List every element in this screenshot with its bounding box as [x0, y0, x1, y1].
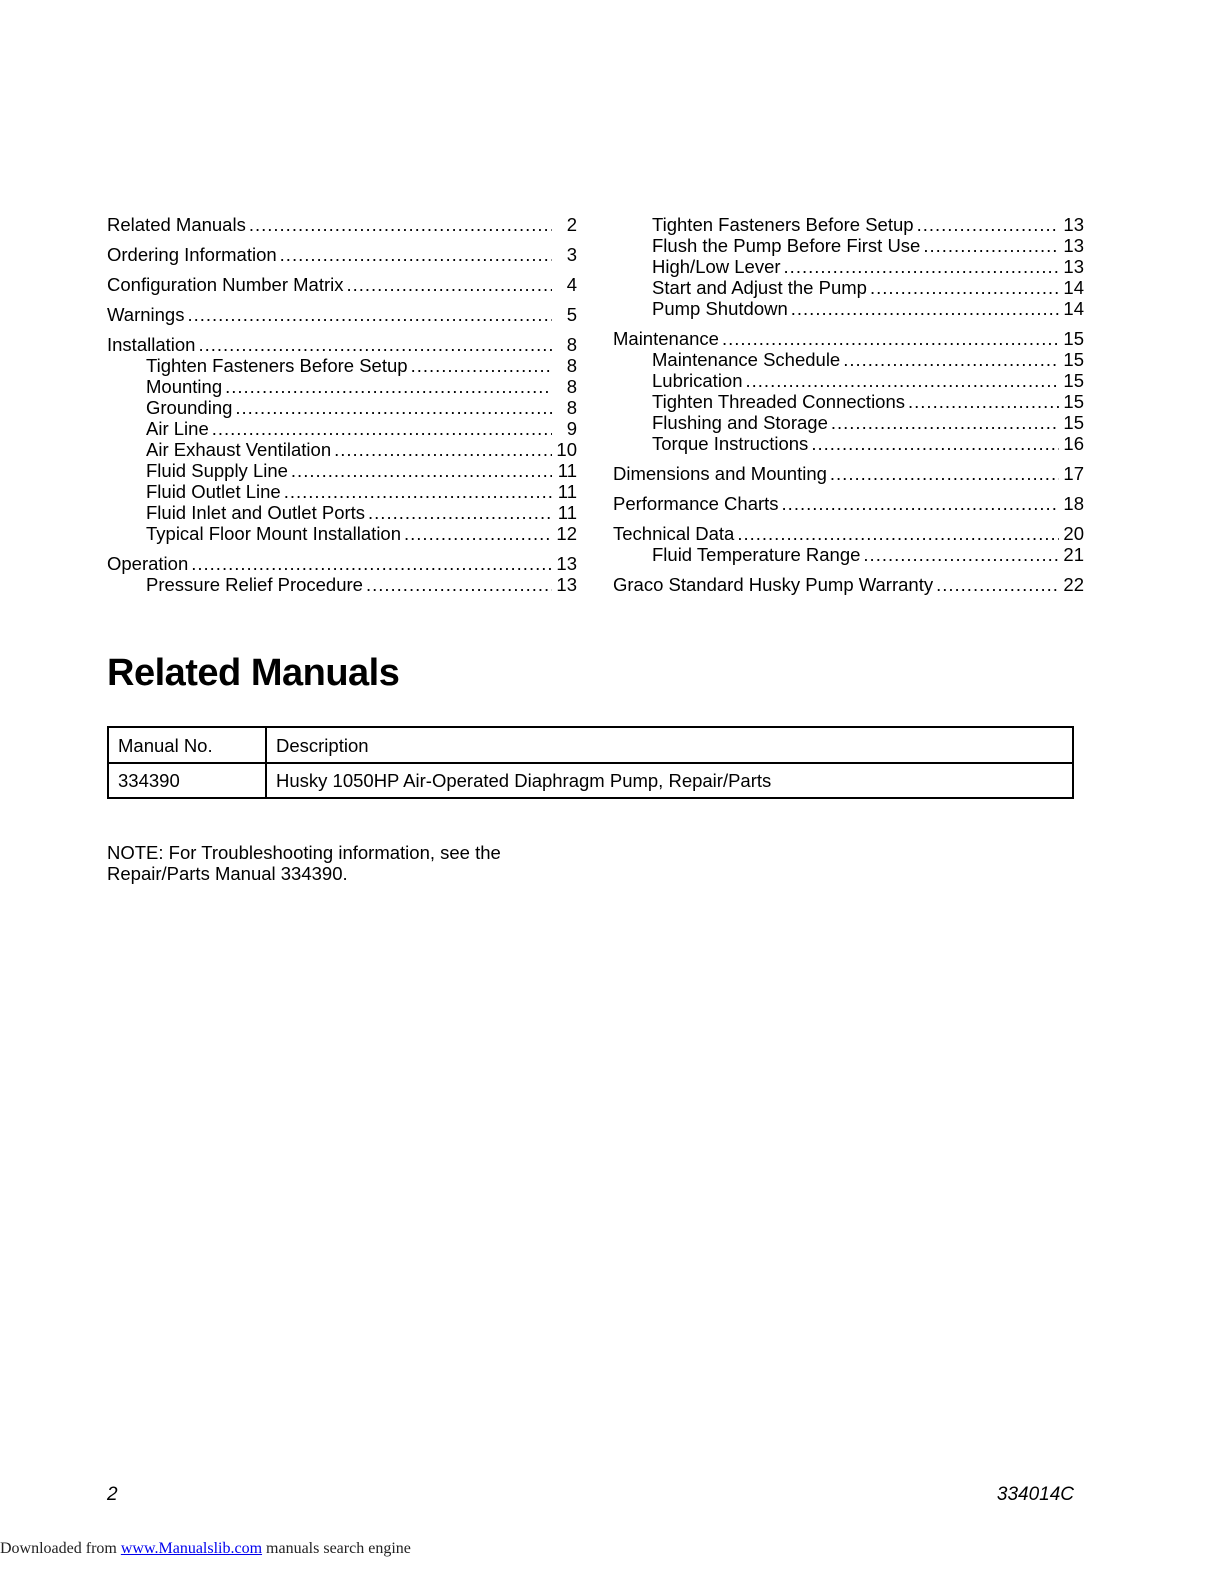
- toc-entry-page: 11: [557, 460, 577, 481]
- toc-dot-leader: [291, 460, 552, 481]
- toc-entry-label: Lubrication: [652, 370, 743, 391]
- toc-entry-page: 11: [557, 502, 577, 523]
- toc-dot-leader: [404, 523, 552, 544]
- toc-entry-page: 12: [556, 523, 577, 544]
- toc-entry[interactable]: [107, 502, 577, 523]
- toc-entry[interactable]: [613, 412, 1084, 433]
- toc-dot-leader: [830, 463, 1059, 484]
- toc-entry[interactable]: [613, 277, 1084, 298]
- toc-entry-label: Flushing and Storage: [652, 412, 828, 433]
- toc-entry-label: Grounding: [146, 397, 233, 418]
- toc-entry-label: Fluid Outlet Line: [146, 481, 281, 502]
- toc-entry-label: Fluid Temperature Range: [652, 544, 861, 565]
- toc-entry-page: 4: [566, 274, 577, 295]
- toc-entry-label: Typical Floor Mount Installation: [146, 523, 402, 544]
- toc-entry[interactable]: [107, 334, 577, 355]
- toc-entry-label: Related Manuals: [107, 214, 246, 235]
- manual-number-cell: 334390: [108, 763, 266, 798]
- toc-entry-page: 14: [1063, 298, 1084, 319]
- toc-dot-leader: [908, 391, 1059, 412]
- toc-dot-leader: [917, 214, 1059, 235]
- toc-entry-label: Pump Shutdown: [652, 298, 788, 319]
- toc-entry[interactable]: [107, 214, 577, 235]
- toc-dot-leader: [782, 493, 1059, 514]
- toc-entry[interactable]: [613, 463, 1084, 484]
- toc-entry-page: 13: [556, 574, 577, 595]
- toc-dot-leader: [212, 418, 552, 439]
- toc-entry[interactable]: [107, 274, 577, 295]
- toc-entry-page: 15: [1063, 349, 1084, 370]
- toc-entry-page: 13: [1063, 214, 1084, 235]
- toc-entry-page: 20: [1063, 523, 1084, 544]
- toc-right-column: [613, 214, 1084, 595]
- toc-entry[interactable]: [613, 298, 1084, 319]
- toc-entry-page: 8: [566, 376, 577, 397]
- toc-entry[interactable]: [613, 391, 1084, 412]
- toc-dot-leader: [737, 523, 1059, 544]
- toc-entry-page: 5: [566, 304, 577, 325]
- toc-entry-label: Ordering Information: [107, 244, 277, 265]
- toc-dot-leader: [746, 370, 1059, 391]
- toc-entry[interactable]: [613, 574, 1084, 595]
- toc-dot-leader: [280, 244, 552, 265]
- toc-entry[interactable]: [107, 376, 577, 397]
- toc-entry[interactable]: [613, 328, 1084, 349]
- toc-dot-leader: [791, 298, 1059, 319]
- footer-doc-number: 334014C: [996, 1484, 1074, 1505]
- toc-entry[interactable]: [613, 433, 1084, 454]
- toc-dot-leader: [225, 376, 552, 397]
- toc-entry-page: 10: [556, 439, 577, 460]
- toc-entry[interactable]: [107, 523, 577, 544]
- toc-entry-page: 18: [1063, 493, 1084, 514]
- toc-entry-label: Torque Instructions: [652, 433, 809, 454]
- toc-entry-label: Flush the Pump Before First Use: [652, 235, 921, 256]
- toc-entry-page: 13: [1063, 235, 1084, 256]
- toc-dot-leader: [722, 328, 1059, 349]
- toc-entry-label: Start and Adjust the Pump: [652, 277, 867, 298]
- toc-entry[interactable]: [107, 574, 577, 595]
- toc-entry[interactable]: [107, 481, 577, 502]
- toc-dot-leader: [870, 277, 1059, 298]
- toc-entry-label: Configuration Number Matrix: [107, 274, 344, 295]
- toc-entry-label: Tighten Fasteners Before Setup: [652, 214, 914, 235]
- toc-dot-leader: [187, 304, 552, 325]
- toc-entry-label: Fluid Supply Line: [146, 460, 288, 481]
- toc-entry-label: Maintenance Schedule: [652, 349, 841, 370]
- toc-entry-page: 8: [566, 355, 577, 376]
- toc-entry[interactable]: [613, 214, 1084, 235]
- toc-dot-leader: [411, 355, 552, 376]
- toc-entry[interactable]: [613, 493, 1084, 514]
- toc-entry[interactable]: [107, 439, 577, 460]
- toc-entry-page: 14: [1063, 277, 1084, 298]
- manual-description-cell: Husky 1050HP Air-Operated Diaphragm Pump, Repair/Parts: [266, 763, 1073, 798]
- manualslib-link[interactable]: www.Manualslib.com: [120, 1540, 263, 1557]
- toc-entry-page: 13: [556, 553, 577, 574]
- toc-entry[interactable]: [107, 460, 577, 481]
- toc-entry[interactable]: [613, 349, 1084, 370]
- toc-entry-page: 11: [557, 481, 577, 502]
- toc-entry[interactable]: [107, 355, 577, 376]
- toc-dot-leader: [784, 256, 1059, 277]
- toc-entry-page: 21: [1063, 544, 1084, 565]
- toc-dot-leader: [249, 214, 552, 235]
- toc-entry[interactable]: [613, 256, 1084, 277]
- toc-entry[interactable]: [107, 397, 577, 418]
- toc-entry-label: Mounting: [146, 376, 223, 397]
- toc-dot-leader: [198, 334, 552, 355]
- toc-entry-page: 8: [566, 334, 577, 355]
- toc-entry[interactable]: [107, 244, 577, 265]
- toc-entry[interactable]: [613, 544, 1084, 565]
- toc-entry-label: Graco Standard Husky Pump Warranty: [613, 574, 934, 595]
- toc-dot-leader: [346, 274, 552, 295]
- toc-dot-leader: [191, 553, 552, 574]
- toc-entry-page: 3: [566, 244, 577, 265]
- header-manual-no: Manual No.: [108, 727, 266, 763]
- toc-entry-label: Maintenance: [613, 328, 719, 349]
- toc-entry-page: 15: [1063, 370, 1084, 391]
- toc-entry-label: Tighten Fasteners Before Setup: [146, 355, 408, 376]
- toc-entry-page: 2: [566, 214, 577, 235]
- footer-page-number: 2: [107, 1484, 118, 1505]
- toc-entry-label: Fluid Inlet and Outlet Ports: [146, 502, 366, 523]
- toc-dot-leader: [831, 412, 1059, 433]
- toc-entry-page: 13: [1063, 256, 1084, 277]
- toc-entry-label: Technical Data: [613, 523, 735, 544]
- toc-entry[interactable]: [613, 523, 1084, 544]
- toc-entry-page: 15: [1063, 412, 1084, 433]
- toc-left-column: [107, 214, 577, 595]
- header-description: Description: [266, 727, 1073, 763]
- note-label: NOTE: [107, 842, 159, 863]
- toc-entry-page: 16: [1063, 433, 1084, 454]
- toc-entry-label: Operation: [107, 553, 189, 574]
- toc-entry-page: 9: [566, 418, 577, 439]
- toc-entry-label: Pressure Relief Procedure: [146, 574, 363, 595]
- toc-entry-page: 15: [1063, 391, 1084, 412]
- toc-dot-leader: [843, 349, 1059, 370]
- toc-entry-label: Air Exhaust Ventilation: [146, 439, 332, 460]
- toc-dot-leader: [863, 544, 1059, 565]
- toc-entry-label: Performance Charts: [613, 493, 779, 514]
- toc-dot-leader: [811, 433, 1059, 454]
- toc-dot-leader: [936, 574, 1059, 595]
- toc-entry[interactable]: [107, 553, 577, 574]
- toc-entry-page: 8: [566, 397, 577, 418]
- toc-entry-page: 15: [1063, 328, 1084, 349]
- toc-entry[interactable]: [107, 304, 577, 325]
- note-text: : For Troubleshooting information, see the Repair/Parts Manual 334390.: [107, 842, 501, 884]
- toc-entry-label: Dimensions and Mounting: [613, 463, 827, 484]
- toc-dot-leader: [368, 502, 552, 523]
- related-manuals-table: [107, 726, 1074, 799]
- download-suffix: manuals search engine: [262, 1540, 411, 1557]
- toc-dot-leader: [235, 397, 552, 418]
- toc-dot-leader: [334, 439, 552, 460]
- toc-dot-leader: [284, 481, 552, 502]
- toc-entry-page: 22: [1063, 574, 1084, 595]
- toc-entry-page: 17: [1063, 463, 1084, 484]
- toc-entry-label: Air Line: [146, 418, 209, 439]
- section-title: Related Manuals: [107, 652, 400, 694]
- toc-entry[interactable]: [613, 370, 1084, 391]
- toc-entry-label: Warnings: [107, 304, 185, 325]
- toc-dot-leader: [366, 574, 552, 595]
- toc-dot-leader: [923, 235, 1059, 256]
- download-prefix: Downloaded from: [0, 1540, 121, 1557]
- note-paragraph: [107, 842, 567, 884]
- table-header-row: [108, 727, 1073, 763]
- toc-entry-label: Tighten Threaded Connections: [652, 391, 906, 412]
- toc-entry-label: Installation: [107, 334, 196, 355]
- toc-entry[interactable]: [613, 235, 1084, 256]
- download-source-bar: [0, 1540, 411, 1558]
- toc-entry-label: High/Low Lever: [652, 256, 781, 277]
- toc-entry[interactable]: [107, 418, 577, 439]
- table-row: [108, 763, 1073, 798]
